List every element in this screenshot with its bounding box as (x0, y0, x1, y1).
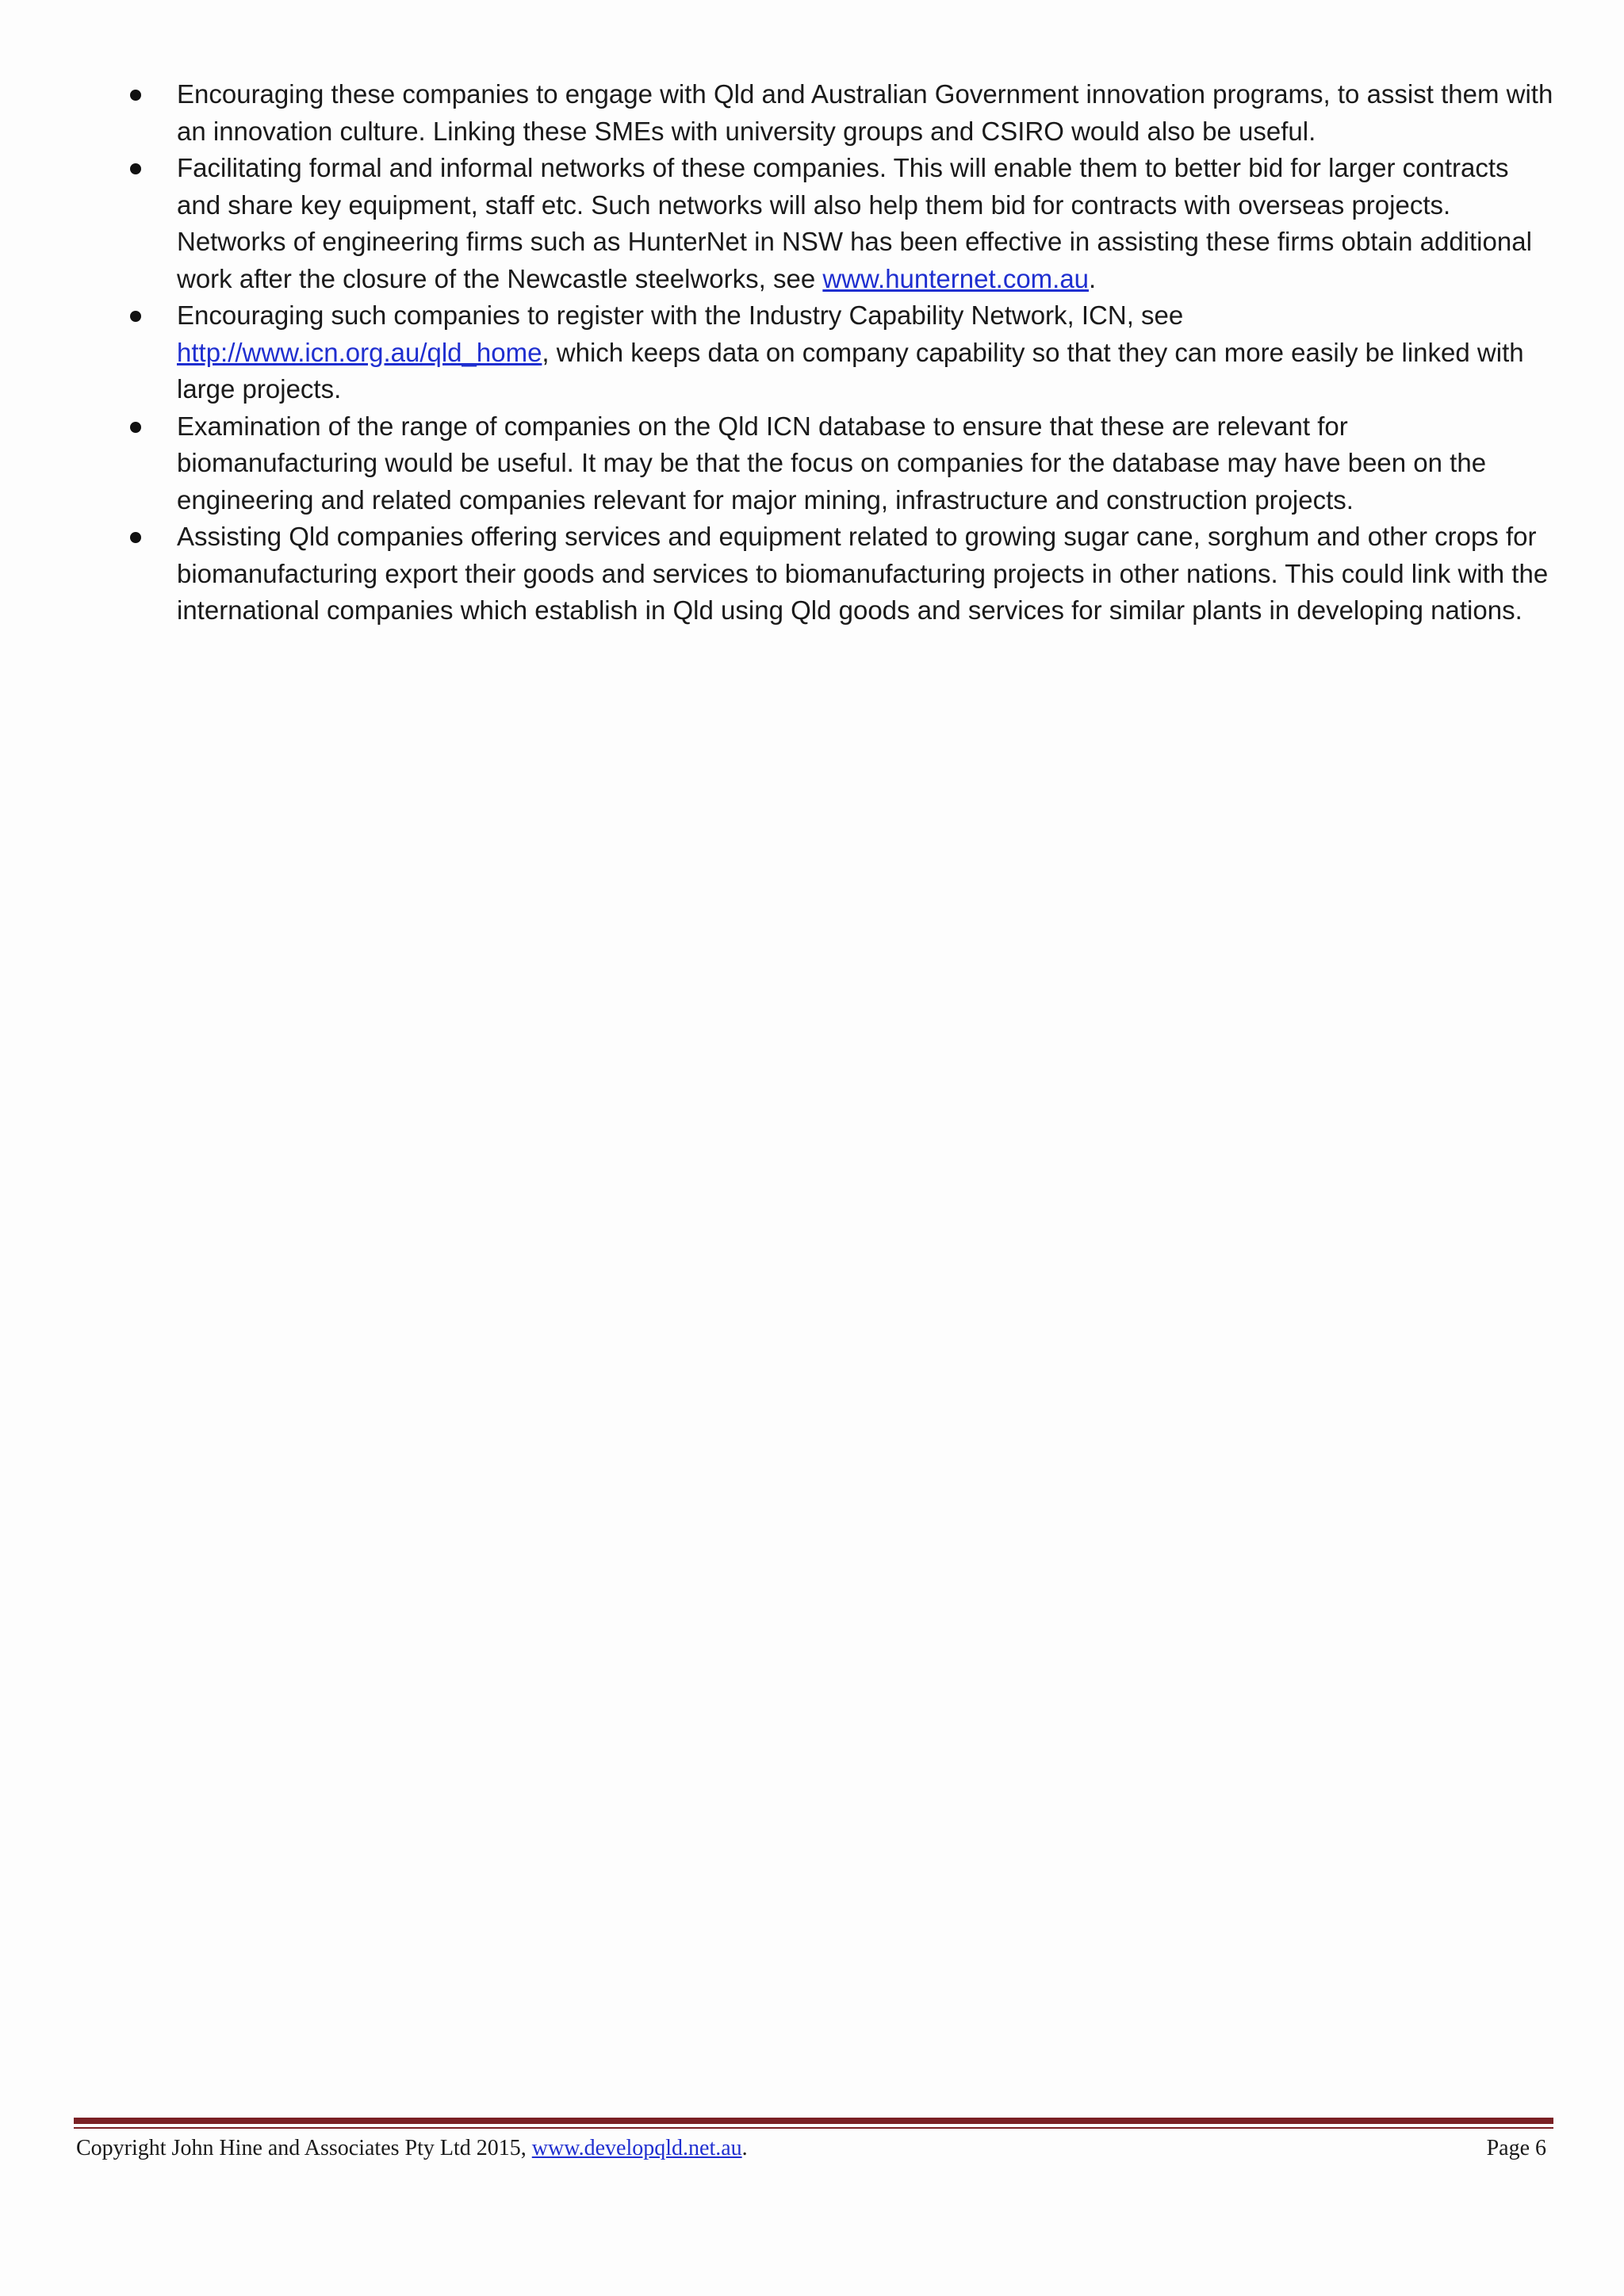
text-segment: Assisting Qld companies offering services and equipment related to growing sugar cane, sorghum and other crops for biomanufacturing export their goods and services to biomanufacturing projects in other nations. This could link with the international companies which establish in Qld using Qld goods and services for similar plants in developing nations. (177, 522, 1549, 625)
list-item (127, 150, 1554, 297)
text-segment: Encouraging these companies to engage with Qld and Australian Government innovation programs, to assist them with an innovation culture. Linking these SMEs with university groups and CSIRO would also be useful. (177, 79, 1553, 146)
list-item-text (177, 297, 1554, 408)
list-item-text (177, 76, 1554, 150)
list-item-text (177, 150, 1554, 297)
text-segment: . (1089, 263, 1097, 293)
website-link[interactable]: www.developqld.net.au (531, 2136, 742, 2160)
page-number: Page 6 (1486, 2136, 1546, 2160)
list-item-text (177, 408, 1554, 519)
list-item-text (177, 519, 1554, 629)
text-segment: , which keeps data on company capability so that they can more easily be linked with large projects. (177, 337, 1524, 404)
hunternet-link[interactable]: www.hunternet.com.au (822, 263, 1090, 293)
bullet-icon (130, 163, 141, 174)
page-body (127, 76, 1554, 629)
text-segment: Encouraging such companies to register with the Industry Capability Network, ICN, see (177, 300, 1184, 330)
bullet-icon (130, 311, 141, 322)
bullet-icon (130, 90, 141, 101)
list-item (127, 76, 1554, 150)
list-item (127, 297, 1554, 408)
bullet-icon (130, 532, 141, 543)
text-segment: Examination of the range of companies on the Qld ICN database to ensure that these are relevant for biomanufacturing would be useful. It may be that the focus on companies for the database may have been on the engineering and related companies relevant for major mining, infrastructure and construction projects. (177, 411, 1487, 515)
footer-copyright (76, 2133, 748, 2164)
footer-rule-thick (74, 2118, 1553, 2124)
copyright-suffix: . (741, 2136, 748, 2160)
bullet-icon (130, 422, 141, 433)
list-item (127, 519, 1554, 629)
footer-divider (74, 2118, 1553, 2129)
list-item (127, 408, 1554, 519)
text-segment: Facilitating formal and informal networks of these companies. This will enable them to better bid for larger contracts and share key equipment, staff etc. Such networks will also help them bid for contracts with overseas projects. Networks of engineering firms such as HunterNet in NSW has been effective in assisting these firms obtain additional work after the closure of the Newcastle steelworks, see (177, 153, 1532, 293)
icn-link[interactable]: http://www.icn.org.au/qld_home (177, 337, 542, 367)
footer-rule-thin (74, 2127, 1553, 2129)
bullet-list (127, 76, 1554, 629)
copyright-text: Copyright John Hine and Associates Pty Ltd 2015, (76, 2136, 532, 2160)
